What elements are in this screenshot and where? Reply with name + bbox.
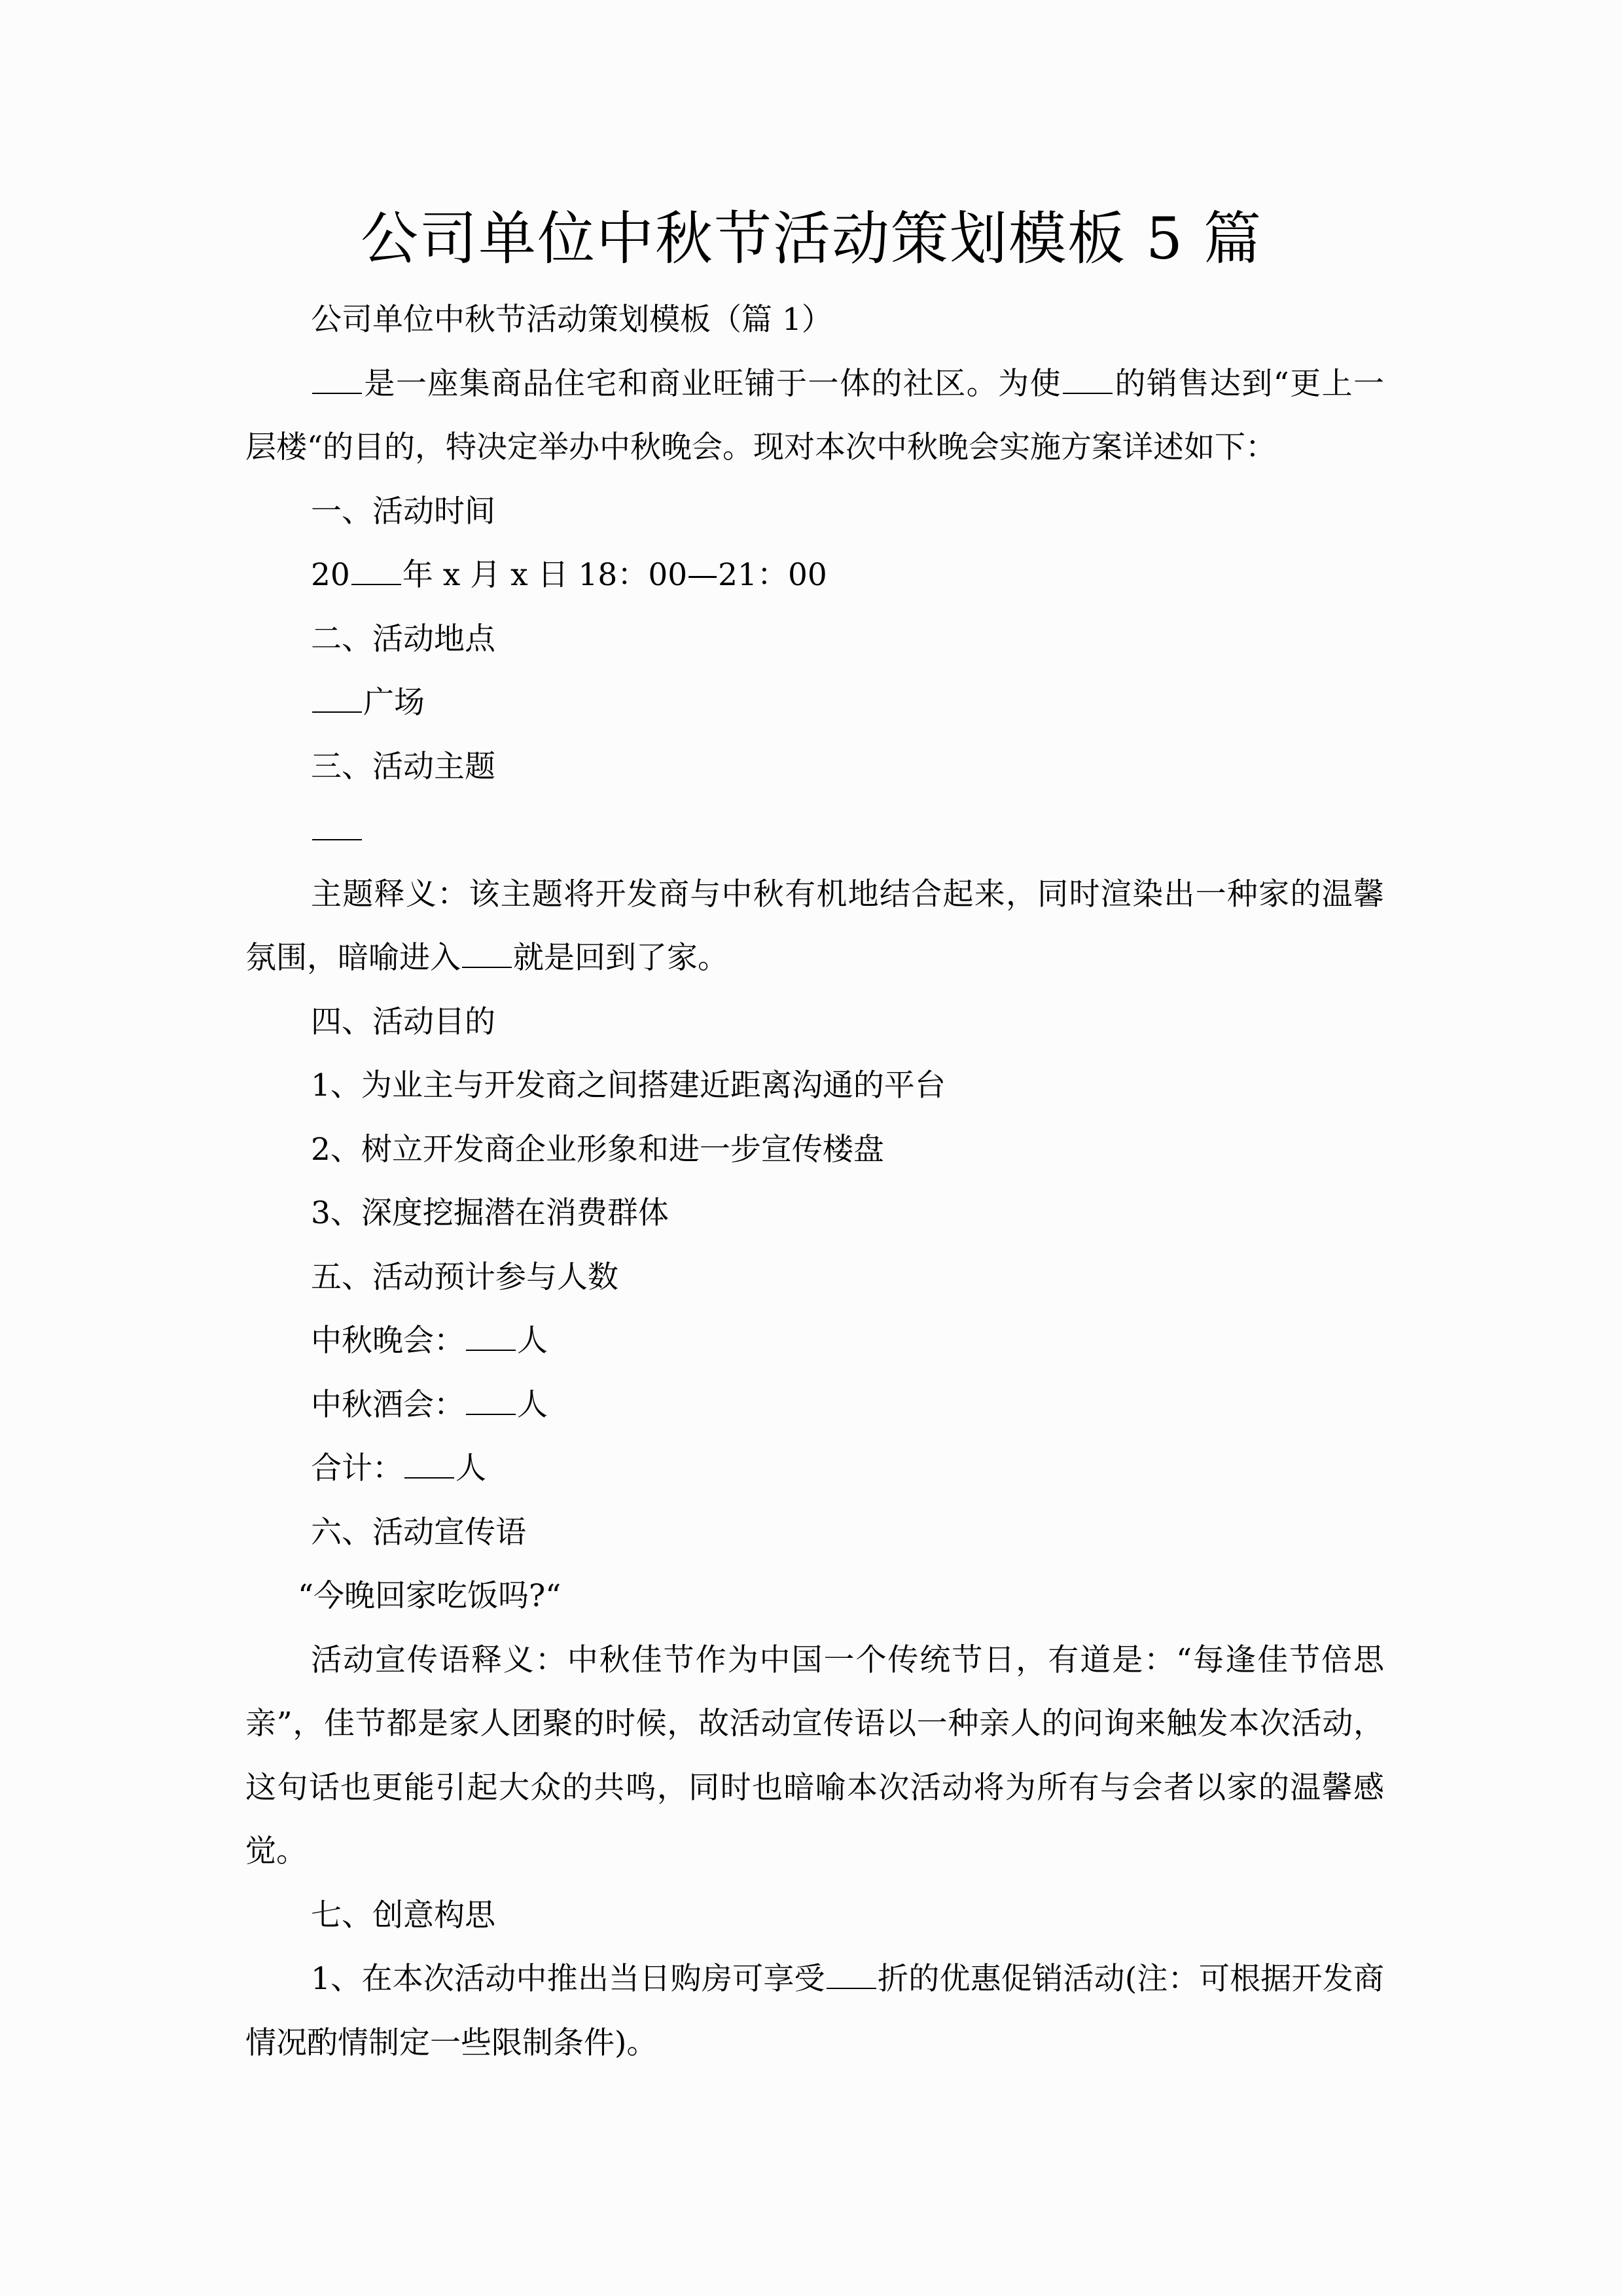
theme-value [245,798,1384,863]
document-title: 公司单位中秋节活动策划模板 5 篇 [361,205,1262,272]
blank-field [351,558,401,585]
goal-item: 1、为业主与开发商之间搭建近距离沟通的平台 [311,1067,946,1103]
section-heading-time: 一、活动时间 [311,493,495,529]
document-body [245,288,1384,2075]
attendance-total [245,1437,1384,1501]
theme-explanation-a: 主题释义：该主题将开发商与中秋有机地结合起来，同时渲染出一种家的温馨氛围，暗喻进入 [245,876,1384,976]
theme-explanation [245,863,1384,990]
blank-field [312,813,362,840]
creative-item-a: 1、在本次活动中推出当日购房可享受 [311,1961,825,1997]
goal-item: 2、树立开发商企业形象和进一步宣传楼盘 [311,1131,884,1168]
blank-field [462,941,512,968]
slogan-explanation: 活动宣传语释义：中秋佳节作为中国一个传统节日，有道是：“每逢佳节倍思亲”，佳节都是家人团聚的时候，故活动宣传语以一种亲人的问询来触发本次活动，这句话也更能引起大众的共鸣，同时也暗喻本次活动将为所有与会者以家的温馨感觉。 [245,1641,1384,1869]
blank-field [466,1323,516,1351]
time-suffix: 年 x 月 x 日 18：00—21：00 [402,557,827,593]
location-value [245,671,1384,735]
section-heading-creative: 七、创意构思 [311,1897,495,1933]
unit-label: 人 [517,1323,548,1359]
document-subtitle: 公司单位中秋节活动策划模板（篇 1） [311,302,832,338]
gala-label: 中秋晚会： [311,1323,465,1359]
blank-field [1063,367,1113,394]
section-heading-attendance: 五、活动预计参与人数 [311,1259,618,1295]
blank-field [312,685,362,713]
time-prefix: 20 [311,557,350,593]
intro-paragraph [245,352,1384,480]
location-suffix: 广场 [363,685,425,721]
theme-explanation-b: 就是回到了家。 [513,940,728,976]
section-heading-theme: 三、活动主题 [311,748,495,785]
blank-field [466,1388,516,1415]
creative-item-b: 折的优惠促销活动(注：可根据开发商情况酌情制定一些限制条件)。 [245,1961,1384,2061]
section-heading-goals: 四、活动目的 [311,1003,495,1040]
reception-label: 中秋酒会： [311,1386,465,1423]
section-heading-slogan: 六、活动宣传语 [311,1514,526,1551]
blank-field [404,1451,454,1479]
blank-field [312,367,362,394]
creative-item [245,1947,1384,2075]
unit-label: 人 [455,1450,486,1486]
total-label: 合计： [311,1450,403,1486]
section-heading-location: 二、活动地点 [311,620,495,657]
blank-field [827,1962,876,1989]
goal-item: 3、深度挖掘潜在消费群体 [311,1195,669,1231]
attendance-gala [245,1309,1384,1373]
slogan-text: “今晚回家吃饭吗?“ [298,1578,562,1614]
time-value [245,543,1384,607]
unit-label: 人 [517,1386,548,1423]
intro-text-b: 的销售达到“更上一层楼“的目的，特决定举办中秋晚会。现对本次中秋晚会实施方案详述如下： [245,365,1385,465]
intro-text-a: 是一座集商品住宅和商业旺铺于一体的社区。为使 [363,365,1062,402]
attendance-reception [245,1373,1384,1437]
